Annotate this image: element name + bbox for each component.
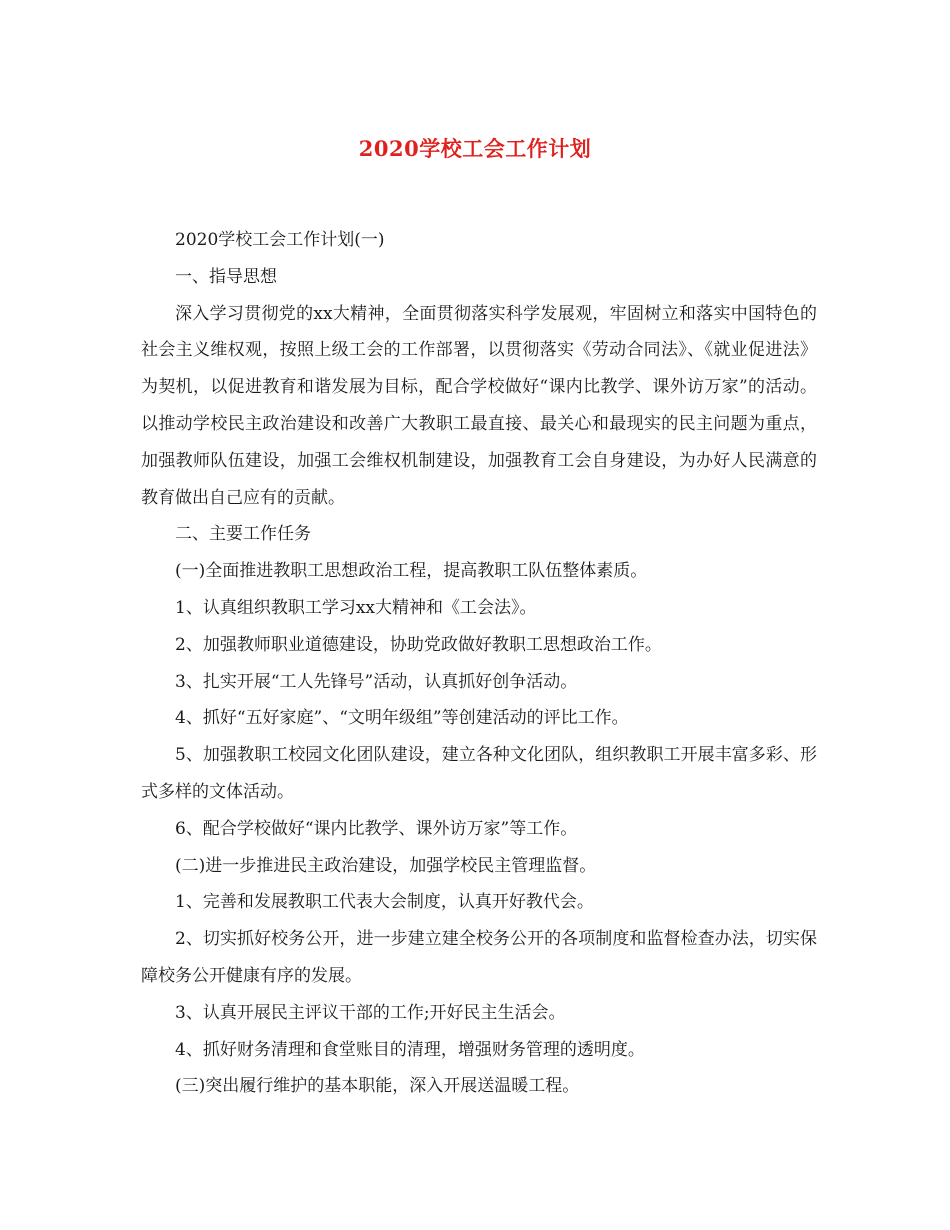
- paragraph: 6、配合学校做好“课内比教学、课外访万家”等工作。: [175, 818, 578, 839]
- paragraph: 1、完善和发展教职工代表大会制度，认真开好教代会。: [175, 892, 594, 913]
- paragraph: (一)全面推进教职工思想政治工程，提高教职工队伍整体素质。: [175, 561, 648, 582]
- document-body: [141, 222, 817, 1105]
- paragraph: 5、加强教职工校园文化团队建设，建立各种文化团队，组织教职工开展丰富多彩、形式多样的文体活动。: [141, 745, 817, 802]
- paragraph: 2、切实抓好校务公开，进一步建立建全校务公开的各项制度和监督检查办法，切实保障校务公开健康有序的发展。: [141, 929, 817, 986]
- paragraph: 2020学校工会工作计划(一): [175, 230, 385, 250]
- paragraph: 二、主要工作任务: [175, 524, 311, 545]
- paragraph: 4、抓好“五好家庭”、“文明年级组”等创建活动的评比工作。: [175, 708, 629, 729]
- paragraph: 3、扎实开展“工人先锋号”活动，认真抓好创争活动。: [175, 671, 578, 692]
- document-title: 2020学校工会工作计划: [358, 136, 592, 161]
- paragraph: 深入学习贯彻党的xx大精神，全面贯彻落实科学发展观，牢固树立和落实中国特色的社会主义维权观，按照上级工会的工作部署，以贯彻落实《劳动合同法》、《就业促进法》为契机，以促进教育和谐发展为目标，配合学校做好“课内比教学、课外访万家”的活动。以推动学校民主政治建设和改善广大教职工最直接、最关心和最现实的民主问题为重点，加强教师队伍建设，加强工会维权机制建设，加强教育工会自身建设，为办好人民满意的教育做出自己应有的贡献。: [141, 303, 817, 508]
- paragraph: (三)突出履行维护的基本职能，深入开展送温暖工程。: [175, 1076, 580, 1097]
- paragraph: 一、指导思想: [175, 266, 277, 287]
- paragraph: 2、加强教师职业道德建设，协助党政做好教职工思想政治工作。: [175, 634, 662, 655]
- paragraph: (二)进一步推进民主政治建设，加强学校民主管理监督。: [175, 855, 597, 876]
- paragraph: 4、抓好财务清理和食堂账目的清理，增强财务管理的透明度。: [175, 1039, 645, 1060]
- paragraph: 3、认真开展民主评议干部的工作;开好民主生活会。: [175, 1002, 566, 1023]
- paragraph: 1、认真组织教职工学习xx大精神和《工会法》。: [175, 597, 537, 618]
